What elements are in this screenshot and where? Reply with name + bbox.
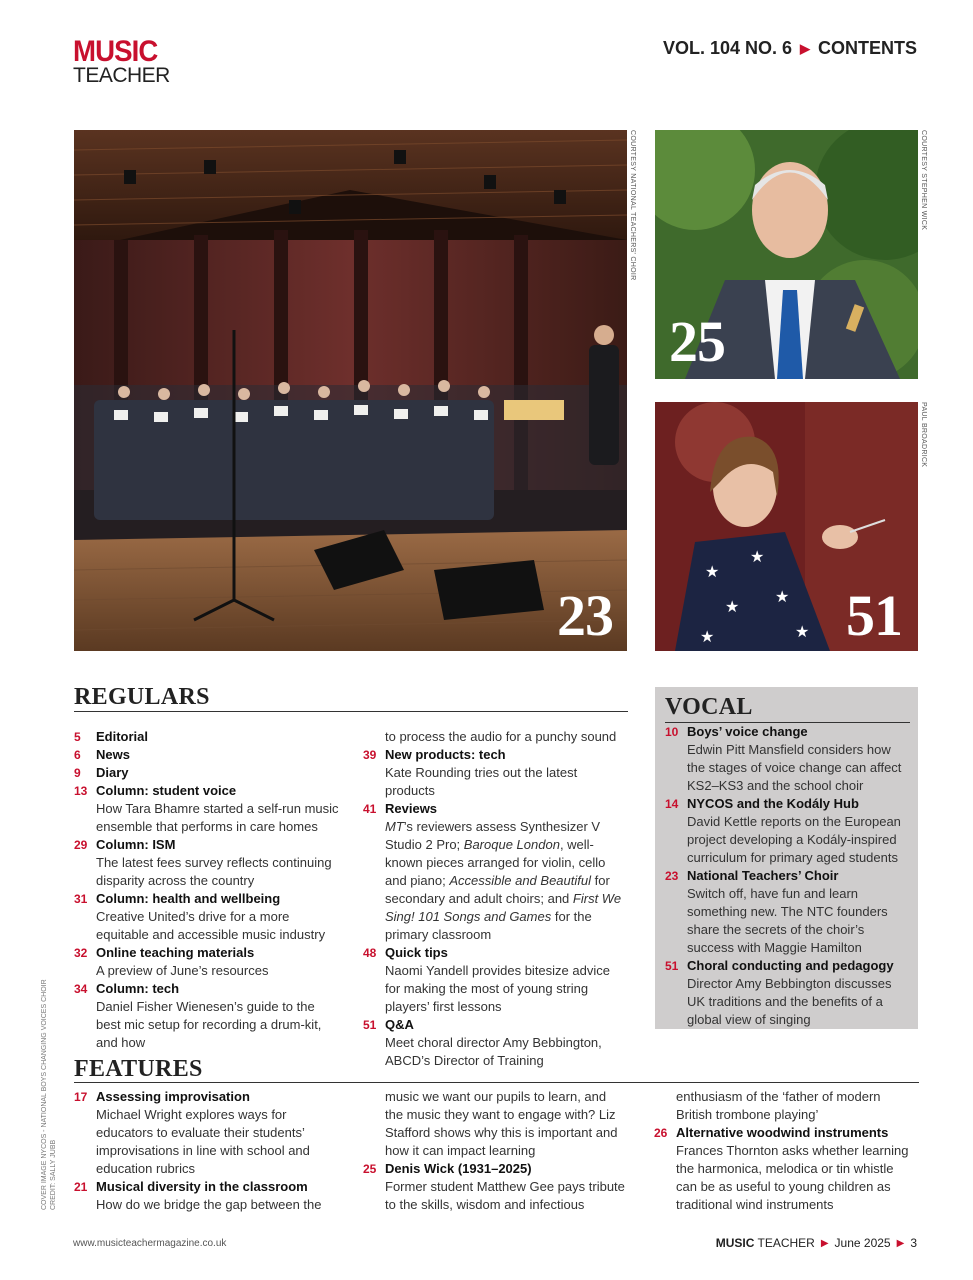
entry-description: Switch off, have fun and learn something new. The NTC founders share the secrets of the choir’s success with Maggie Hamilton: [687, 886, 888, 955]
list-item[interactable]: [665, 723, 910, 795]
entry-title: Quick tips: [385, 945, 448, 960]
entry-description: The latest fees survey reflects continuing disparity across the country: [96, 855, 332, 888]
section-heading-regulars: REGULARS: [74, 684, 210, 710]
entry-title: Column: ISM: [96, 837, 176, 852]
entry-description: Frances Thornton asks whether learning the harmonica, melodica or tin whistle can be as useful to young children as traditional wind instruments: [676, 1143, 909, 1212]
list-item[interactable]: [363, 800, 627, 944]
entry-page: 34: [74, 982, 88, 996]
entry-page: 23: [665, 869, 679, 883]
svg-text:★: ★: [725, 599, 740, 616]
photo-amy-bebbington: [655, 402, 918, 651]
entry-page: 5: [74, 730, 81, 744]
list-item[interactable]: [74, 1088, 342, 1178]
footer-brand: TEACHER: [757, 1236, 815, 1250]
triangle-right-icon: ▶: [820, 1237, 829, 1249]
text: for secondary and adult choirs; and: [385, 873, 610, 906]
list-item[interactable]: [74, 944, 342, 980]
svg-text:★: ★: [795, 624, 810, 641]
issue-number: VOL. 104 NO. 6: [662, 38, 792, 58]
list-item[interactable]: [363, 944, 627, 1016]
entry-title: Editorial: [96, 729, 149, 744]
cover-credit-line: COVER IMAGE NYCOS - NATIONAL BOYS CHANGING VOICES CHOIR: [41, 979, 48, 1210]
entry-page: 9: [74, 766, 81, 780]
entry-page: 10: [665, 725, 679, 739]
features-column-3: [654, 1088, 918, 1214]
entry-title: New products: tech: [385, 747, 506, 762]
footer-brand-bold: MUSIC: [715, 1236, 755, 1250]
entry-page: 48: [363, 946, 377, 960]
entry-description: Daniel Fisher Wienesen’s guide to the best mic setup for recording a drum-kit, and how: [96, 999, 322, 1050]
entry-title: Boys’ voice change: [687, 724, 808, 739]
list-item[interactable]: [654, 1124, 918, 1214]
entry-title: Denis Wick (1931–2025): [385, 1161, 532, 1176]
page-number-badge: 25: [669, 309, 725, 374]
entry-continuation: enthusiasm of the ‘father of modern British trombone playing’: [676, 1089, 881, 1122]
list-item[interactable]: [74, 836, 342, 890]
vocal-panel: [655, 687, 918, 1029]
entry-description: Naomi Yandell provides bitesize advice for making the most of young string players’ first lessons: [385, 963, 610, 1014]
svg-text:★: ★: [775, 589, 790, 606]
regulars-column-2: [363, 728, 627, 1070]
entry-title: Musical diversity in the classroom: [96, 1179, 308, 1194]
section-heading-vocal: VOCAL: [665, 694, 753, 720]
entry-title: Q&A: [385, 1017, 414, 1032]
italic-text: First We Sing! 101 Songs and Games: [385, 891, 622, 924]
text: ’s reviewers assess Synthesizer V Studio 2 Pro;: [385, 819, 601, 852]
list-item[interactable]: [363, 746, 627, 800]
entry-description: Former student Matthew Gee pays tribute to the skills, wisdom and infectious: [385, 1179, 625, 1212]
entry-page: 39: [363, 748, 377, 762]
vocal-list: [665, 723, 910, 1029]
italic-text: MT: [385, 819, 404, 834]
text: , well-known pieces arranged for violin, cello and piano;: [385, 837, 606, 888]
entry-page: 31: [74, 892, 88, 906]
entry-title: National Teachers’ Choir: [687, 868, 839, 883]
entry-title: Column: student voice: [96, 783, 237, 798]
list-item[interactable]: [74, 890, 342, 944]
list-item[interactable]: [74, 764, 342, 782]
triangle-right-icon: ▶: [800, 40, 810, 56]
entry-page: 25: [363, 1162, 377, 1176]
divider: [74, 1082, 919, 1083]
svg-text:★: ★: [705, 564, 720, 581]
entry-description: David Kettle reports on the European project developing a Kodály-inspired curriculum for primary aged students: [687, 814, 901, 865]
entry-page: 41: [363, 802, 377, 816]
logo-teacher: TEACHER: [73, 64, 170, 87]
entry-page: 29: [74, 838, 88, 852]
entry-page: 26: [654, 1126, 668, 1140]
section-heading-features: FEATURES: [74, 1056, 203, 1082]
entry-page: 51: [363, 1018, 377, 1032]
footer-folio: [716, 1236, 917, 1250]
list-item[interactable]: [74, 782, 342, 836]
issue-header: [663, 38, 917, 59]
list-item[interactable]: [665, 795, 910, 867]
list-item[interactable]: [74, 1178, 342, 1214]
entry-description: Edwin Pitt Mansfield considers how the stages of voice change can affect KS2–KS3 and the school choir: [687, 742, 902, 793]
entry-description: How Tara Bhamre started a self-run music ensemble that performs in care homes: [96, 801, 339, 834]
photo-choir: [74, 130, 627, 651]
list-item[interactable]: [74, 980, 342, 1052]
entry-continuation: to process the audio for a punchy sound: [385, 729, 617, 744]
footer-page-number: 3: [910, 1236, 917, 1250]
entry-page: 32: [74, 946, 88, 960]
list-item[interactable]: [74, 746, 342, 764]
list-item[interactable]: [665, 867, 910, 957]
entry-description: Director Amy Bebbington discusses UK traditions and the benefits of a global view of singing: [687, 976, 892, 1027]
entry-title: News: [96, 747, 130, 762]
photo-credit: PAUL BROADRICK: [920, 402, 927, 468]
footer-url[interactable]: www.musicteachermagazine.co.uk: [73, 1238, 227, 1249]
entry-title: Reviews: [385, 801, 438, 816]
regulars-column-1: [74, 728, 342, 1052]
entry-title: Assessing improvisation: [96, 1089, 250, 1104]
entry-page: 13: [74, 784, 88, 798]
entry-title: Alternative woodwind instruments: [676, 1125, 889, 1140]
list-item[interactable]: [363, 1160, 627, 1214]
svg-text:★: ★: [700, 629, 715, 646]
entry-description: Creative United’s drive for a more equitable and accessible music industry: [96, 909, 326, 942]
features-column-2: [363, 1088, 627, 1214]
entry-page: 14: [665, 797, 679, 811]
entry-page: 51: [665, 959, 679, 973]
svg-text:★: ★: [750, 549, 765, 566]
entry-page: 21: [74, 1180, 88, 1194]
entry-continuation: music we want our pupils to learn, and the music they want to engage with? Liz Stafford shows why this is important and how it can impact learning: [385, 1089, 618, 1158]
page-number-badge: 51: [846, 583, 902, 648]
italic-text: Accessible and Beautiful: [449, 873, 591, 888]
photo-credit: COURTESY STEPHEN WICK: [920, 130, 927, 231]
cover-credit: [40, 979, 58, 1210]
entry-page: 17: [74, 1090, 88, 1104]
text: for the primary classroom: [385, 909, 592, 942]
entry-description: Meet choral director Amy Bebbington, ABCD’s Director of Training: [385, 1035, 602, 1068]
cover-credit-line: CREDIT: SALLY JUBB: [50, 1139, 57, 1210]
photo-denis-wick: [655, 130, 918, 379]
entry-description: [363, 818, 627, 944]
entry-page: 6: [74, 748, 81, 762]
entry-description: Kate Rounding tries out the latest products: [385, 765, 578, 798]
entry-title: Column: tech: [96, 981, 180, 996]
logo-music: MUSIC: [73, 35, 158, 68]
entry-title: Column: health and wellbeing: [96, 891, 281, 906]
entry-title: Online teaching materials: [96, 945, 255, 960]
section-label: CONTENTS: [818, 38, 917, 58]
list-item[interactable]: [363, 1016, 627, 1070]
footer-date: June 2025: [834, 1236, 891, 1250]
triangle-right-icon: ▶: [896, 1237, 905, 1249]
page-number-badge: 23: [557, 583, 613, 648]
entry-title: Diary: [96, 765, 129, 780]
features-column-1: [74, 1088, 342, 1214]
entry-title: NYCOS and the Kodály Hub: [687, 796, 859, 811]
entry-description: How do we bridge the gap between the: [96, 1197, 322, 1212]
divider: [74, 711, 628, 712]
entry-description: A preview of June’s resources: [96, 963, 269, 978]
entry-title: Choral conducting and pedagogy: [687, 958, 894, 973]
photo-credit: COURTESY NATIONAL TEACHERS' CHOIR: [629, 130, 636, 281]
entry-description: Michael Wright explores ways for educators to evaluate their students’ improvisations in line with school and education rubrics: [96, 1107, 310, 1176]
italic-text: Baroque London: [463, 837, 560, 852]
list-item[interactable]: [74, 728, 342, 746]
list-item[interactable]: [665, 957, 910, 1029]
